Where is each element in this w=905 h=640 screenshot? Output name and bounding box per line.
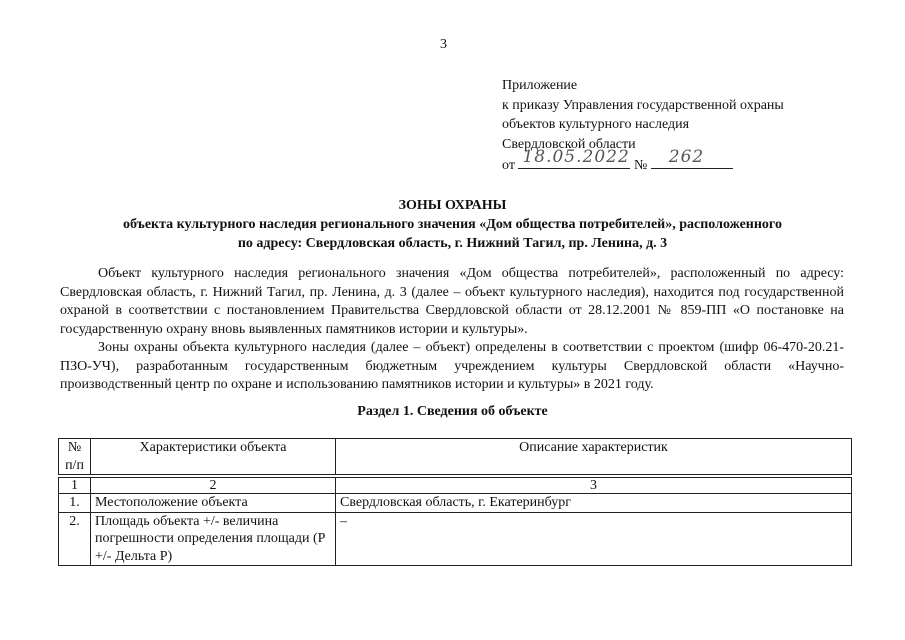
appendix-line: к приказу Управления государственной охраны [502, 97, 784, 113]
paragraph: Объект культурного наследия регионального значения «Дом общества потребителей», расположенный по адресу: Свердловская область, г. Нижний Тагил, пр. Ленина, д. 3 (далее – объект культурного наследия), находится под государственной охраной в соответствии с постановлением Правительства Свердловской области от 28.12.2001 № 859-ПП «О постановке на государственную охрану вновь выявленных памятников истории и культуры». [60, 266, 844, 337]
row-description: – [336, 512, 852, 566]
number-signature-line [651, 147, 733, 169]
handwritten-date: 18.05.2022 [522, 147, 630, 167]
table-row [59, 494, 852, 513]
page-number: 3 [440, 37, 447, 52]
appendix-line: Свердловской области [502, 136, 636, 152]
header-cell: Характеристики объекта [91, 439, 336, 475]
column-number-row [59, 478, 852, 494]
table-row [59, 512, 852, 566]
row-characteristic: Площадь объекта +/- величина погрешности определения площади (Р +/- Дельта Р) [91, 512, 336, 566]
row-number: 1. [59, 494, 91, 513]
row-description: Свердловская область, г. Екатеринбург [336, 494, 852, 513]
appendix-line: Приложение [502, 78, 578, 93]
table-header-row [59, 439, 852, 475]
info-table [58, 438, 852, 566]
appendix-line: объектов культурного наследия [502, 117, 690, 132]
paragraph: Зоны охраны объекта культурного наследия (далее – объект) определены в соответствии с проектом (шифр 06-470-20.21-ПЗО-УЧ), разработанным государственным бюджетным учреждением культуры Свердловской области «Научно-производственный центр по охране и использованию памятников истории и культуры» в 2021 году. [60, 340, 844, 392]
row-number: 2. [59, 512, 91, 566]
body-text [60, 265, 844, 395]
document-title [60, 196, 845, 253]
title-line: по адресу: Свердловская область, г. Нижний Тагил, пр. Ленина, д. 3 [237, 236, 668, 251]
number-prefix: № [633, 158, 648, 173]
appendix-date-line [502, 147, 784, 176]
appendix-header [502, 76, 784, 176]
section-title: Раздел 1. Сведения об объекте [357, 404, 548, 419]
column-number: 2 [91, 478, 336, 494]
handwritten-number: 262 [668, 147, 705, 167]
date-signature-line [518, 147, 630, 169]
date-prefix: от [502, 158, 515, 173]
header-cell: № п/п [59, 439, 91, 475]
title-line: объекта культурного наследия регионального значения «Дом общества потребителей», расположенного [123, 217, 782, 232]
column-number: 1 [59, 478, 91, 494]
column-number: 3 [336, 478, 852, 494]
row-characteristic: Местоположение объекта [91, 494, 336, 513]
title-line: ЗОНЫ ОХРАНЫ [398, 198, 507, 213]
header-cell: Описание характеристик [336, 439, 852, 475]
